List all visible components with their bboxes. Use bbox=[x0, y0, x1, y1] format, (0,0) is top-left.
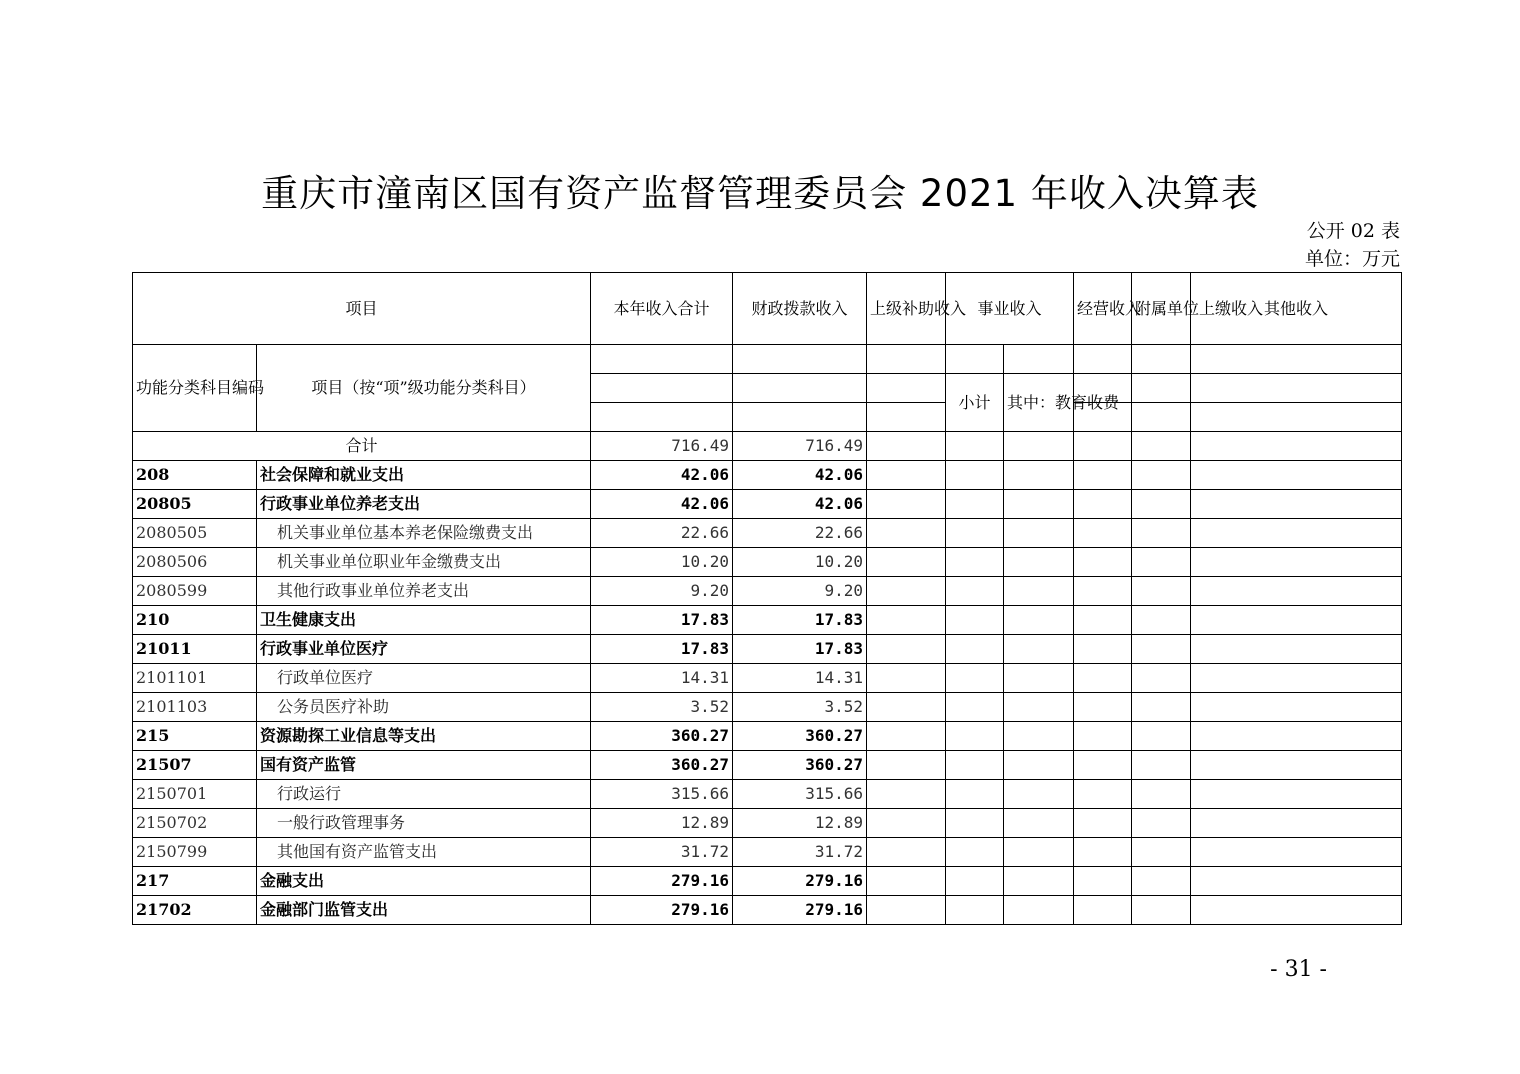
header-subtotal: 小计 bbox=[946, 374, 1004, 432]
empty-cell bbox=[1132, 577, 1191, 606]
empty-cell bbox=[867, 751, 946, 780]
total-fiscal-value: 716.49 bbox=[733, 432, 867, 461]
empty-cell bbox=[1191, 606, 1402, 635]
table-row bbox=[133, 838, 1402, 867]
row-code: 2080599 bbox=[133, 577, 257, 606]
row-name: 公务员医疗补助 bbox=[257, 693, 591, 722]
row-total-income: 42.06 bbox=[591, 461, 733, 490]
row-fiscal: 22.66 bbox=[733, 519, 867, 548]
row-name: 社会保障和就业支出 bbox=[257, 461, 591, 490]
empty-cell bbox=[1074, 867, 1132, 896]
row-fiscal: 17.83 bbox=[733, 606, 867, 635]
empty-cell bbox=[1191, 548, 1402, 577]
empty-cell bbox=[867, 838, 946, 867]
empty-cell bbox=[1191, 867, 1402, 896]
row-code: 215 bbox=[133, 722, 257, 751]
empty-cell bbox=[1074, 722, 1132, 751]
empty-cell bbox=[1074, 490, 1132, 519]
unit-label: 单位：万元 bbox=[1304, 248, 1400, 270]
empty-cell bbox=[1004, 577, 1074, 606]
empty-cell bbox=[946, 664, 1004, 693]
empty-cell bbox=[1191, 490, 1402, 519]
empty-cell bbox=[1004, 867, 1074, 896]
empty-cell bbox=[1004, 635, 1074, 664]
row-code: 217 bbox=[133, 867, 257, 896]
table-row bbox=[133, 635, 1402, 664]
empty-cell bbox=[1004, 809, 1074, 838]
empty-cell bbox=[1132, 693, 1191, 722]
empty-cell bbox=[1132, 867, 1191, 896]
empty-cell bbox=[867, 867, 946, 896]
header-func-code: 功能分类科目编码 bbox=[133, 345, 257, 432]
header-row-2 bbox=[133, 345, 1402, 374]
empty-cell bbox=[946, 606, 1004, 635]
page-title: 重庆市潼南区国有资产监督管理委员会 2021 年收入决算表 bbox=[261, 172, 1259, 215]
empty-cell bbox=[1004, 664, 1074, 693]
empty-cell bbox=[1074, 461, 1132, 490]
row-fiscal: 42.06 bbox=[733, 490, 867, 519]
table-row bbox=[133, 693, 1402, 722]
table-row bbox=[133, 548, 1402, 577]
header-affiliated: 附属单位上缴收入 bbox=[1132, 273, 1191, 345]
total-label: 合计 bbox=[133, 432, 591, 461]
row-code: 2150702 bbox=[133, 809, 257, 838]
empty-cell bbox=[1132, 664, 1191, 693]
empty-cell bbox=[867, 664, 946, 693]
empty-cell bbox=[1132, 635, 1191, 664]
empty-cell bbox=[1074, 809, 1132, 838]
empty-cell bbox=[1191, 896, 1402, 925]
row-fiscal: 360.27 bbox=[733, 751, 867, 780]
row-name: 行政事业单位医疗 bbox=[257, 635, 591, 664]
empty-cell bbox=[1004, 751, 1074, 780]
empty-cell bbox=[867, 693, 946, 722]
empty-cell bbox=[1074, 693, 1132, 722]
empty-cell bbox=[1191, 780, 1402, 809]
empty-cell bbox=[867, 896, 946, 925]
empty-cell bbox=[1004, 896, 1074, 925]
empty-cell bbox=[1004, 838, 1074, 867]
empty-cell bbox=[1132, 838, 1191, 867]
table-row bbox=[133, 664, 1402, 693]
page-number: - 31 - bbox=[1270, 957, 1327, 982]
row-fiscal: 360.27 bbox=[733, 722, 867, 751]
row-code: 21507 bbox=[133, 751, 257, 780]
header-row-1 bbox=[133, 273, 1402, 345]
row-code: 2101101 bbox=[133, 664, 257, 693]
empty-cell bbox=[1132, 809, 1191, 838]
empty-cell bbox=[1191, 809, 1402, 838]
row-code: 2150701 bbox=[133, 780, 257, 809]
empty-cell bbox=[1191, 838, 1402, 867]
table-row bbox=[133, 867, 1402, 896]
row-total-income: 22.66 bbox=[591, 519, 733, 548]
row-name: 资源勘探工业信息等支出 bbox=[257, 722, 591, 751]
empty-cell bbox=[1132, 548, 1191, 577]
empty-cell bbox=[1074, 519, 1132, 548]
row-name: 其他国有资产监管支出 bbox=[257, 838, 591, 867]
table-row bbox=[133, 519, 1402, 548]
empty-cell bbox=[946, 780, 1004, 809]
table-row bbox=[133, 577, 1402, 606]
row-name: 机关事业单位职业年金缴费支出 bbox=[257, 548, 591, 577]
empty-cell bbox=[946, 722, 1004, 751]
total-income-value: 716.49 bbox=[591, 432, 733, 461]
empty-cell bbox=[1191, 519, 1402, 548]
row-name: 金融支出 bbox=[257, 867, 591, 896]
row-code: 210 bbox=[133, 606, 257, 635]
empty-cell bbox=[946, 896, 1004, 925]
row-fiscal: 31.72 bbox=[733, 838, 867, 867]
row-code: 21702 bbox=[133, 896, 257, 925]
row-fiscal: 10.20 bbox=[733, 548, 867, 577]
empty-cell bbox=[1004, 606, 1074, 635]
empty-cell bbox=[1132, 896, 1191, 925]
row-code: 20805 bbox=[133, 490, 257, 519]
empty-cell bbox=[946, 693, 1004, 722]
table-row bbox=[133, 751, 1402, 780]
empty-cell bbox=[1191, 577, 1402, 606]
row-code: 21011 bbox=[133, 635, 257, 664]
header-superior-subsidy: 上级补助收入 bbox=[867, 273, 946, 345]
header-business-income: 事业收入 bbox=[946, 273, 1074, 345]
empty-cell bbox=[1074, 577, 1132, 606]
empty-cell bbox=[1074, 606, 1132, 635]
empty-cell bbox=[946, 809, 1004, 838]
row-total-income: 42.06 bbox=[591, 490, 733, 519]
row-total-income: 279.16 bbox=[591, 867, 733, 896]
empty-cell bbox=[946, 577, 1004, 606]
row-fiscal: 315.66 bbox=[733, 780, 867, 809]
row-name: 机关事业单位基本养老保险缴费支出 bbox=[257, 519, 591, 548]
header-fiscal: 财政拨款收入 bbox=[733, 273, 867, 345]
row-total-income: 3.52 bbox=[591, 693, 733, 722]
row-total-income: 360.27 bbox=[591, 722, 733, 751]
header-item-by-class: 项目（按“项”级功能分类科目） bbox=[257, 345, 591, 432]
row-code: 2080506 bbox=[133, 548, 257, 577]
table-row bbox=[133, 606, 1402, 635]
row-total-income: 14.31 bbox=[591, 664, 733, 693]
empty-cell bbox=[1074, 751, 1132, 780]
row-code: 208 bbox=[133, 461, 257, 490]
row-name: 其他行政事业单位养老支出 bbox=[257, 577, 591, 606]
empty-cell bbox=[1132, 606, 1191, 635]
row-fiscal: 14.31 bbox=[733, 664, 867, 693]
row-name: 一般行政管理事务 bbox=[257, 809, 591, 838]
row-fiscal: 279.16 bbox=[733, 896, 867, 925]
empty-cell bbox=[1191, 461, 1402, 490]
empty-cell bbox=[867, 780, 946, 809]
row-name: 行政运行 bbox=[257, 780, 591, 809]
row-total-income: 12.89 bbox=[591, 809, 733, 838]
empty-cell bbox=[946, 867, 1004, 896]
empty-cell bbox=[1132, 490, 1191, 519]
row-fiscal: 3.52 bbox=[733, 693, 867, 722]
empty-cell bbox=[946, 519, 1004, 548]
row-total-income: 360.27 bbox=[591, 751, 733, 780]
empty-cell bbox=[867, 519, 946, 548]
empty-cell bbox=[1132, 461, 1191, 490]
row-total-income: 279.16 bbox=[591, 896, 733, 925]
empty-cell bbox=[1004, 461, 1074, 490]
empty-cell bbox=[1191, 635, 1402, 664]
empty-cell bbox=[867, 577, 946, 606]
empty-cell bbox=[867, 635, 946, 664]
empty-cell bbox=[867, 461, 946, 490]
empty-cell bbox=[1074, 838, 1132, 867]
row-total-income: 17.83 bbox=[591, 635, 733, 664]
total-row bbox=[133, 432, 1402, 461]
row-total-income: 10.20 bbox=[591, 548, 733, 577]
empty-cell bbox=[1004, 693, 1074, 722]
empty-cell bbox=[867, 809, 946, 838]
row-fiscal: 17.83 bbox=[733, 635, 867, 664]
empty-cell bbox=[1191, 722, 1402, 751]
empty-cell bbox=[1004, 780, 1074, 809]
table-code: 公开 02 表 bbox=[1306, 220, 1400, 242]
empty-cell bbox=[946, 490, 1004, 519]
row-name: 行政单位医疗 bbox=[257, 664, 591, 693]
empty-cell bbox=[1004, 490, 1074, 519]
empty-cell bbox=[1074, 896, 1132, 925]
table-row bbox=[133, 780, 1402, 809]
header-total-income: 本年收入合计 bbox=[591, 273, 733, 345]
empty-cell bbox=[946, 838, 1004, 867]
table-row bbox=[133, 896, 1402, 925]
empty-cell bbox=[1074, 548, 1132, 577]
row-name: 金融部门监管支出 bbox=[257, 896, 591, 925]
row-fiscal: 42.06 bbox=[733, 461, 867, 490]
empty-cell bbox=[1191, 693, 1402, 722]
empty-cell bbox=[1074, 635, 1132, 664]
data-rows bbox=[133, 461, 1402, 925]
empty-cell bbox=[1004, 722, 1074, 751]
table-row bbox=[133, 490, 1402, 519]
empty-cell bbox=[1074, 664, 1132, 693]
empty-cell bbox=[867, 490, 946, 519]
row-total-income: 31.72 bbox=[591, 838, 733, 867]
empty-cell bbox=[1132, 722, 1191, 751]
row-code: 2101103 bbox=[133, 693, 257, 722]
empty-cell bbox=[946, 461, 1004, 490]
row-fiscal: 279.16 bbox=[733, 867, 867, 896]
header-operating-income: 经营收入 bbox=[1074, 273, 1132, 345]
empty-cell bbox=[1074, 780, 1132, 809]
empty-cell bbox=[946, 635, 1004, 664]
empty-cell bbox=[946, 548, 1004, 577]
header-other: 其他收入 bbox=[1191, 273, 1402, 345]
row-name: 行政事业单位养老支出 bbox=[257, 490, 591, 519]
empty-cell bbox=[1004, 548, 1074, 577]
empty-cell bbox=[1132, 519, 1191, 548]
row-total-income: 17.83 bbox=[591, 606, 733, 635]
row-name: 卫生健康支出 bbox=[257, 606, 591, 635]
empty-cell bbox=[946, 751, 1004, 780]
table-row bbox=[133, 461, 1402, 490]
row-total-income: 315.66 bbox=[591, 780, 733, 809]
row-name: 国有资产监管 bbox=[257, 751, 591, 780]
empty-cell bbox=[1191, 751, 1402, 780]
table-row bbox=[133, 722, 1402, 751]
empty-cell bbox=[1004, 519, 1074, 548]
row-code: 2150799 bbox=[133, 838, 257, 867]
empty-cell bbox=[867, 722, 946, 751]
income-table bbox=[132, 272, 1402, 925]
empty-cell bbox=[867, 548, 946, 577]
table-row bbox=[133, 809, 1402, 838]
empty-cell bbox=[1132, 780, 1191, 809]
row-fiscal: 12.89 bbox=[733, 809, 867, 838]
row-total-income: 9.20 bbox=[591, 577, 733, 606]
row-fiscal: 9.20 bbox=[733, 577, 867, 606]
row-code: 2080505 bbox=[133, 519, 257, 548]
empty-cell bbox=[1132, 751, 1191, 780]
empty-cell bbox=[867, 606, 946, 635]
empty-cell bbox=[1191, 664, 1402, 693]
header-edu-fee: 其中：教育收费 bbox=[1004, 374, 1074, 432]
header-project: 项目 bbox=[133, 273, 591, 345]
